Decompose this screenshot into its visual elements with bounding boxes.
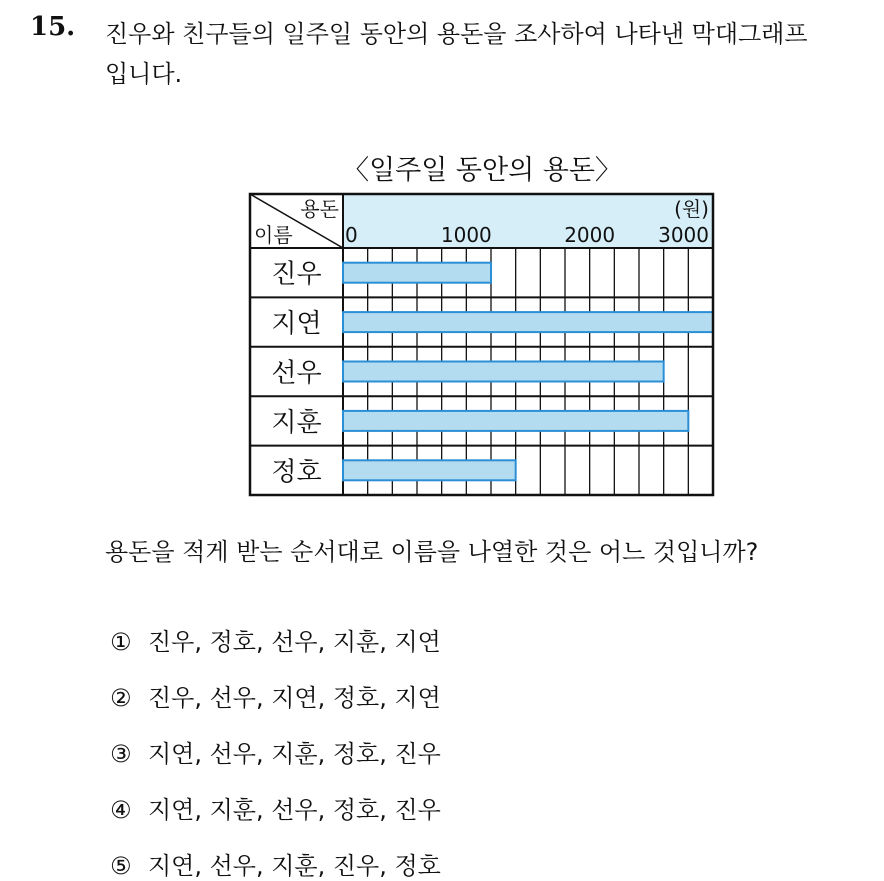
choice-3-mark: ③ — [110, 740, 132, 768]
choice-2-text: 진우, 선우, 지연, 정호, 지연 — [148, 684, 441, 712]
category-label: 지연 — [271, 309, 322, 340]
bar — [343, 362, 664, 382]
bar — [343, 411, 688, 431]
question-text-line2: 입니다. — [105, 60, 183, 88]
bar — [343, 460, 516, 480]
question-text-line1: 진우와 친구들의 일주일 동안의 용돈을 조사하여 나타낸 막대그래프 — [105, 20, 808, 48]
choice-3[interactable] — [110, 734, 441, 769]
choice-3-text: 지연, 선우, 지훈, 정호, 진우 — [148, 740, 441, 768]
choice-5-mark: ⑤ — [110, 852, 132, 880]
category-label: 지훈 — [271, 407, 322, 438]
header-value-label: 용돈 — [300, 197, 339, 221]
choice-2[interactable] — [110, 678, 441, 713]
choice-5[interactable] — [110, 846, 441, 881]
choice-5-text: 지연, 선우, 지훈, 진우, 정호 — [148, 852, 441, 880]
category-label: 정호 — [271, 457, 322, 488]
choice-1[interactable] — [110, 622, 441, 657]
unit-label: (원) — [674, 197, 709, 221]
choice-4-text: 지연, 지훈, 선우, 정호, 진우 — [148, 796, 441, 824]
tick-label: 3000 — [658, 223, 709, 247]
category-label: 진우 — [271, 259, 322, 290]
chart-title: 〈일주일 동안의 용돈〉 — [342, 155, 622, 186]
choice-4[interactable] — [110, 790, 441, 825]
tick-label: 1000 — [440, 223, 492, 247]
choice-1-text: 진우, 정호, 선우, 지훈, 지연 — [148, 628, 441, 656]
tick-label: 2000 — [564, 223, 616, 247]
bar — [343, 263, 491, 283]
question-prompt: 용돈을 적게 받는 순서대로 이름을 나열한 것은 어느 것입니까? — [105, 538, 759, 566]
bar — [343, 312, 713, 332]
choice-2-mark: ② — [110, 684, 132, 712]
tick-label: 0 — [345, 223, 358, 247]
header-category-label: 이름 — [254, 223, 293, 247]
chart-layer — [250, 194, 713, 495]
choice-1-mark: ① — [110, 628, 132, 656]
category-label: 선우 — [271, 358, 322, 389]
question-number: 15. — [30, 12, 76, 42]
choice-4-mark: ④ — [110, 796, 132, 824]
